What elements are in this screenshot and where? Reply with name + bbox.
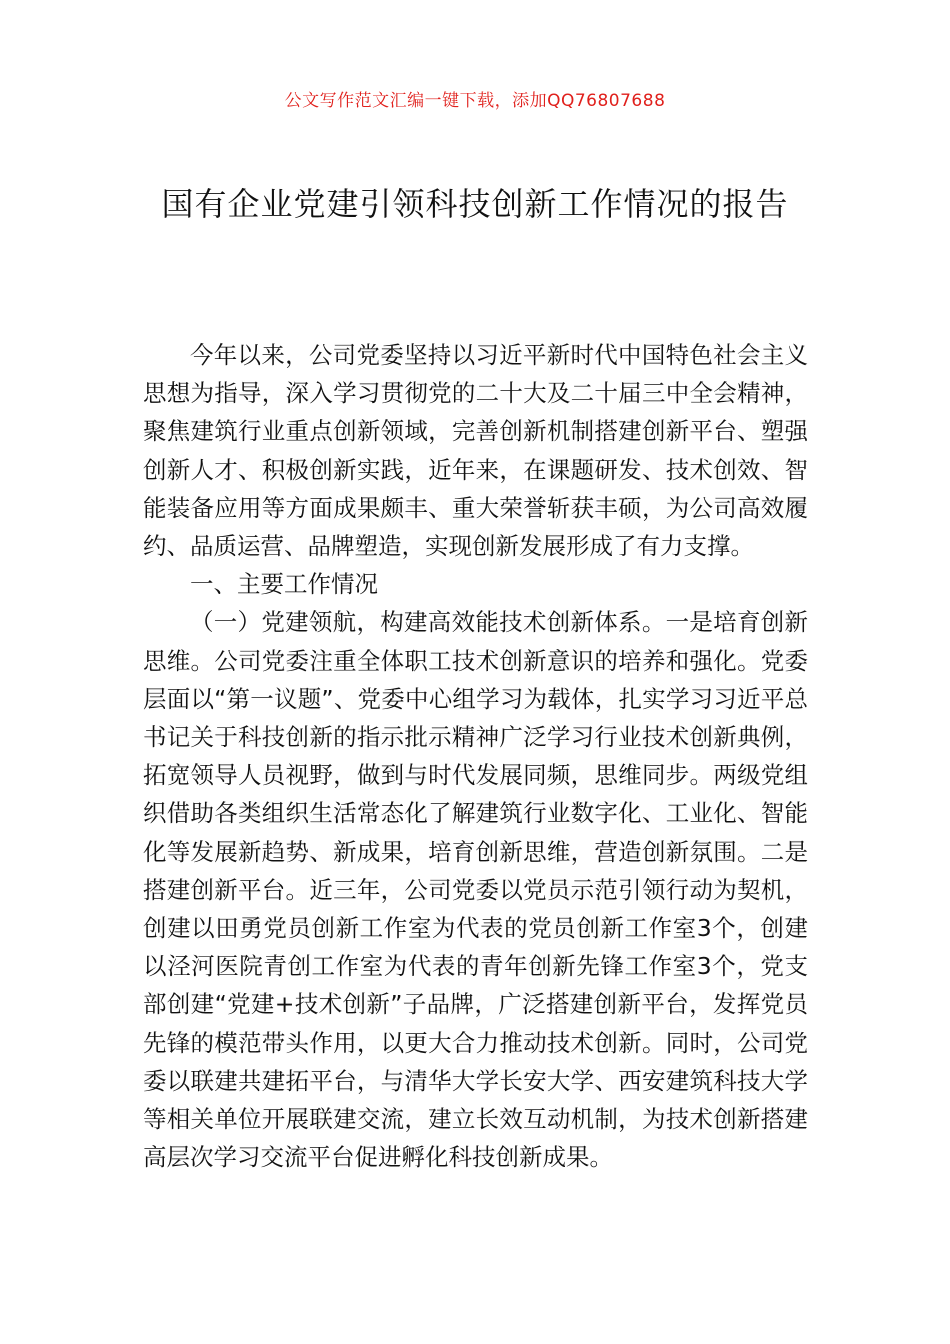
document-body [143,336,808,1176]
section-paragraph: （一）党建领航，构建高效能技术创新体系。一是培育创新思维。公司党委注重全体职工技术创新意识的培养和强化。党委层面以“第一议题”、党委中心组学习为载体，扎实学习习近平总书记关于科技创新的指示批示精神广泛学习行业技术创新典例，拓宽领导人员视野，做到与时代发展同频，思维同步。两级党组织借助各类组织生活常态化了解建筑行业数字化、工业化、智能化等发展新趋势、新成果，培育创新思维，营造创新氛围。二是搭建创新平台。近三年，公司党委以党员示范引领行动为契机，创建以田勇党员创新工作室为代表的党员创新工作室3个，创建以泾河医院青创工作室为代表的青年创新先锋工作室3个，党支部创建“党建+技术创新”子品牌，广泛搭建创新平台，发挥党员先锋的模范带头作用，以更大合力推动技术创新。同时，公司党委以联建共建拓平台，与清华大学长安大学、西安建筑科技大学等相关单位开展联建交流，建立长效互动机制，为技术创新搭建高层次学习交流平台促进孵化科技创新成果。 [143,608,808,1172]
section-heading: 一、主要工作情况 [190,570,378,599]
header-promo-text: 公文写作范文汇编一键下载，添加QQ76807688 [284,91,666,111]
document-title: 国有企业党建引领科技创新工作情况的报告 [161,185,789,223]
intro-paragraph: 今年以来，公司党委坚持以习近平新时代中国特色社会主义思想为指导，深入学习贯彻党的二十大及二十届三中全会精神，聚焦建筑行业重点创新领域，完善创新机制搭建创新平台、塑强创新人才、积极创新实践，近年来，在课题研发、技术创效、智能装备应用等方面成果颇丰、重大荣誉斩获丰硕，为公司高效履约、品质运营、品牌塑造，实现创新发展形成了有力支撑。 [143,341,808,561]
